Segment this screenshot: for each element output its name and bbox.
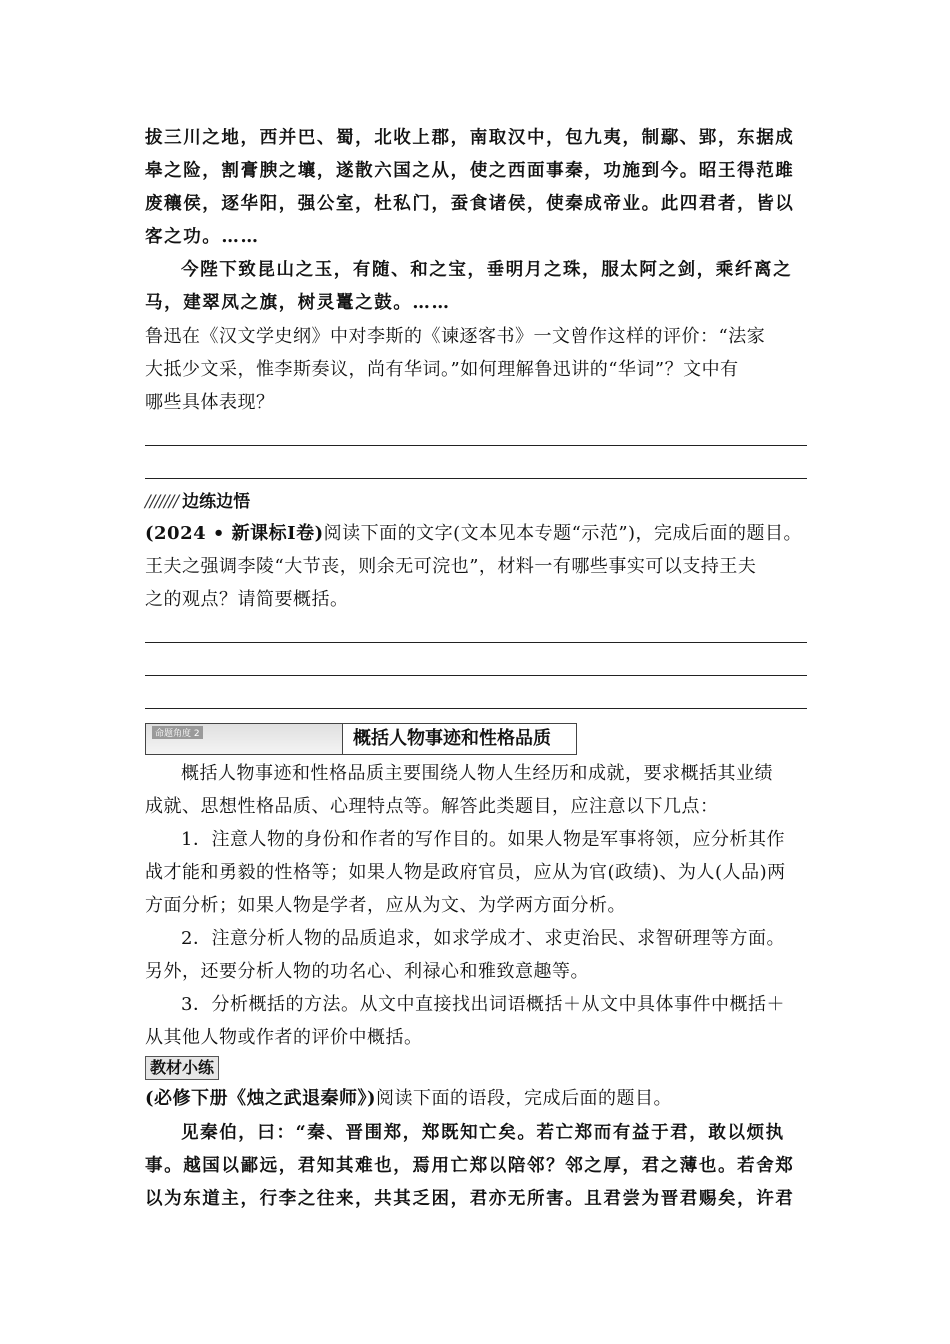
intro-line: 概括人物事迹和性格品质主要围绕人物人生经历和成就，要求概括其业绩 [181,763,773,784]
passage-line: 皋之险，割膏腴之壤，遂散六国之从，使之西面事秦，功施到今。昭王得范雎 [145,161,795,181]
answer-line [145,682,807,715]
point-line: 1．注意人物的身份和作者的写作目的。如果人物是军事将领，应分析其作 [181,829,785,850]
practice-title: 边练边悟 [182,492,251,512]
point-line: 从其他人物或作者的评价中概括。 [145,1027,423,1048]
passage-line: 今陛下致昆山之玉，有随、和之宝，垂明月之珠，服太阿之剑，乘纤离之 [181,260,793,280]
point-line: 战才能和勇毅的性格等；如果人物是政府官员，应从为官(政绩)、为人(人品)两 [145,862,786,883]
practice-source: (2024 • 新课标Ⅰ卷)阅读下面的文字(文本见本专题“示范”)，完成后面的题目。 [145,523,803,544]
textbook-source: (必修下册《烛之武退秦师》)阅读下面的语段，完成后面的题目。 [145,1088,673,1109]
passage-line: 客之功。…… [145,227,260,247]
passage-line: 见秦伯，曰：“秦、晋围郑，郑既知亡矣。若亡郑而有益于君，敢以烦执 [181,1123,785,1143]
point-line: 另外，还要分析人物的功名心、利禄心和雅致意趣等。 [145,961,589,982]
textbook-tag: 教材小练 [145,1056,219,1080]
answer-line [145,419,807,452]
passage-line: 废穰侯，逐华阳，强公室，杜私门，蚕食诸侯，使秦成帝业。此四君者，皆以 [145,194,795,214]
document-page [145,122,807,1216]
question-line: 大抵少文采，惟李斯奏议，尚有华词。”如何理解鲁迅讲的“华词”？文中有 [145,359,739,380]
question-line: 鲁迅在《汉文学史纲》中对李斯的《谏逐客书》一文曾作这样的评价：“法家 [145,326,766,347]
practice-header [145,487,807,517]
textbook-passage [145,1117,807,1216]
answer-line [145,616,807,649]
intro-line: 成就、思想性格品质、心理特点等。解答此类题目，应注意以下几点： [145,796,719,817]
practice-question-line: 王夫之强调李陵“大节丧，则余无可浣也”，材料一有哪些事实可以支持王夫 [145,556,757,577]
point-3 [145,988,807,1054]
passage-line: 拔三川之地，西并巴、蜀，北收上郡，南取汉中，包九夷，制鄢、郢，东据成 [145,128,795,148]
passage-line: 事。越国以鄙远，君知其难也，焉用亡郑以陪邻？邻之厚，君之薄也。若舍郑 [145,1156,795,1176]
question-1 [145,320,807,419]
practice-slashes: /////// [145,492,179,512]
passage-line: 马，建翠凤之旗，树灵鼍之鼓。…… [145,293,451,313]
topic-angle-banner [145,723,577,755]
point-line: 2．注意分析人物的品质追求，如求学成才、求吏治民、求智研理等方面。 [181,928,785,949]
point-line: 方面分析；如果人物是学者，应从为文、为学两方面分析。 [145,895,626,916]
point-line: 3．分析概括的方法。从文中直接找出词语概括＋从文中具体事件中概括＋ [181,994,785,1015]
answer-line [145,452,807,485]
answer-line [145,649,807,682]
point-1 [145,823,807,922]
intro-paragraph [145,757,807,823]
passage-line: 以为东道主，行李之往来，共其乏困，君亦无所害。且君尝为晋君赐矣，许君 [145,1189,795,1209]
textbook-tag-row [145,1054,807,1082]
topic-angle-tag: 命题角度 2 [146,724,343,754]
topic-angle-title: 概括人物事迹和性格品质 [353,728,551,749]
passage-1 [145,122,807,254]
passage-2 [145,254,807,320]
practice-question-line: 之的观点？请简要概括。 [145,589,349,610]
point-2 [145,922,807,988]
question-line: 哪些具体表现？ [145,392,275,413]
